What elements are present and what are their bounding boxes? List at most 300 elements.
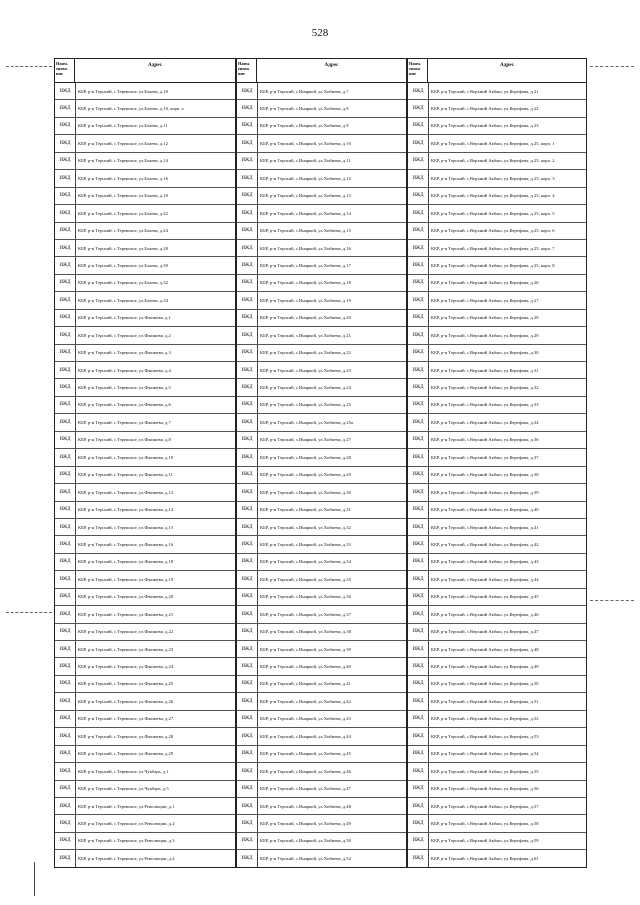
- table-row: [55, 519, 235, 536]
- cell-address: КБР, р-н Терский, с.Верхний Акбаш, ул.Керефова, д.25, корп. 5: [431, 210, 555, 216]
- cell-address: КБР, р-н Терский, с.Терекское, ул.Блаева, д.14: [78, 158, 168, 164]
- table-row: [237, 275, 406, 292]
- cell-type: ИЖД: [237, 240, 258, 256]
- header-type: Наим. енова ние: [237, 59, 257, 82]
- table-row: [55, 397, 235, 414]
- cell-address: КБР, р-н Терский, с.Инаркой, ул.Хибиева, д.18: [260, 280, 351, 286]
- table-row: [408, 781, 586, 798]
- cell-address: КБР, р-н Терский, с.Инаркой, ул.Хибиева, д.7: [260, 88, 349, 94]
- cell-type: ИЖД: [237, 118, 258, 134]
- table-row: [237, 502, 406, 519]
- cell-address: КБР, р-н Терский, с.Инаркой, ул.Хибиева, д.8: [260, 106, 349, 112]
- cell-address: КБР, р-н Терский, с.Терекское, ул.Блаева, д.32: [78, 280, 168, 286]
- table-row: [55, 118, 235, 135]
- cell-address: КБР, р-н Терский, с.Терекское, ул.Фашмева, д.20: [78, 594, 174, 600]
- cell-address: КБР, р-н Терский, с.Инаркой, ул.Хибиева, д.13: [260, 193, 351, 199]
- cell-type: ИЖД: [237, 502, 258, 518]
- table-row: [408, 606, 586, 623]
- table-row: [237, 118, 406, 135]
- cell-type: ИЖД: [237, 815, 258, 831]
- cell-type: ИЖД: [55, 118, 76, 134]
- cell-type: ИЖД: [237, 711, 258, 727]
- cell-address: КБР, р-н Терский, с.Терекское, ул.Блаева, д.12: [78, 140, 168, 146]
- table-row: [237, 432, 406, 449]
- cell-address: КБР, р-н Терский, с.Терекское, ул.Фашмева, д.10: [78, 454, 174, 460]
- table-rows: [237, 83, 406, 867]
- table-row: [55, 676, 235, 693]
- table-rows: [408, 83, 586, 867]
- cell-address: КБР, р-н Терский, с.Верхний Акбаш, ул.Керефова, д.39: [431, 489, 539, 495]
- table-row: [55, 554, 235, 571]
- table-row: [55, 571, 235, 588]
- cell-type: ИЖД: [408, 676, 429, 692]
- table-column-block-3: [407, 58, 587, 868]
- cell-address: КБР, р-н Терский, с.Терекское, ул.Фашмева, д.25: [78, 681, 174, 687]
- cell-address: КБР, р-н Терский, с.Верхний Акбаш, ул.Керефова, д.53: [431, 733, 539, 739]
- cell-type: ИЖД: [55, 815, 76, 831]
- table-row: [408, 728, 586, 745]
- cell-address: КБР, р-н Терский, с.Терекское, ул.Блаева, д.30: [78, 262, 168, 268]
- cell-address: КБР, р-н Терский, с.Инаркой, ул.Хибиева, д.48: [260, 803, 351, 809]
- cell-address: КБР, р-н Терский, с.Инаркой, ул.Хибиева, д.10: [260, 140, 351, 146]
- table-rows: [55, 83, 235, 867]
- table-row: [55, 100, 235, 117]
- table-row: [408, 536, 586, 553]
- cell-type: ИЖД: [408, 379, 429, 395]
- cell-address: КБР, р-н Терский, с.Терекское, ул.Фашмева, д.14: [78, 507, 174, 513]
- table-row: [237, 781, 406, 798]
- cell-address: КБР, р-н Терский, с.Верхний Акбаш, ул.Керефова, д.25, корп. 8: [431, 262, 555, 268]
- cell-type: ИЖД: [408, 153, 429, 169]
- table-row: [408, 502, 586, 519]
- cell-address: КБР, р-н Терский, с.Инаркой, ул.Хибиева, д.15: [260, 228, 351, 234]
- cell-address: КБР, р-н Терский, с.Верхний Акбаш, ул.Керефова, д.57: [431, 803, 539, 809]
- table-header: [55, 59, 235, 83]
- cell-address: КБР, р-н Терский, с.Терекское, ул.Фашмева, д.28: [78, 733, 174, 739]
- cell-address: КБР, р-н Терский, с.Верхний Акбаш, ул.Керефова, д.28: [431, 315, 539, 321]
- table-row: [408, 310, 586, 327]
- cell-type: ИЖД: [55, 205, 76, 221]
- cell-address: КБР, р-н Терский, с.Инаркой, ул.Хибиева, д.24: [260, 385, 351, 391]
- cell-type: ИЖД: [237, 170, 258, 186]
- table-row: [237, 676, 406, 693]
- cell-type: ИЖД: [55, 571, 76, 587]
- cell-type: ИЖД: [408, 658, 429, 674]
- margin-bar: [34, 862, 35, 896]
- table-row: [55, 606, 235, 623]
- cell-type: ИЖД: [237, 484, 258, 500]
- cell-type: ИЖД: [237, 589, 258, 605]
- cell-type: ИЖД: [237, 833, 258, 849]
- cell-type: ИЖД: [55, 257, 76, 273]
- cell-address: КБР, р-н Терский, с.Терекское, ул.Фашмева, д.24: [78, 664, 174, 670]
- cell-address: КБР, р-н Терский, с.Терекское, ул.Чукбарь, д.1: [78, 768, 169, 774]
- table-row: [237, 536, 406, 553]
- table-row: [237, 240, 406, 257]
- cell-address: КБР, р-н Терский, с.Терекское, ул.Фашмева, д.3: [78, 350, 171, 356]
- cell-type: ИЖД: [237, 83, 258, 99]
- cell-type: ИЖД: [408, 624, 429, 640]
- cell-address: КБР, р-н Терский, с.Терекское, ул.Блаева, д.24: [78, 228, 168, 234]
- header-address: Адрес: [324, 62, 339, 68]
- table-row: [55, 257, 235, 274]
- table-row: [237, 153, 406, 170]
- table-row: [55, 711, 235, 728]
- cell-type: ИЖД: [408, 763, 429, 779]
- cell-type: ИЖД: [55, 798, 76, 814]
- cell-type: ИЖД: [237, 362, 258, 378]
- table-row: [237, 693, 406, 710]
- cell-address: КБР, р-н Терский, с.Терекское, ул.Революции, д.1: [78, 803, 175, 809]
- cell-type: ИЖД: [237, 676, 258, 692]
- cell-address: КБР, р-н Терский, с.Верхний Акбаш, ул.Керефова, д.30: [431, 350, 539, 356]
- table-row: [237, 170, 406, 187]
- cell-type: ИЖД: [55, 728, 76, 744]
- cell-type: ИЖД: [408, 502, 429, 518]
- cell-type: ИЖД: [408, 850, 429, 866]
- cell-type: ИЖД: [408, 327, 429, 343]
- table-row: [408, 223, 586, 240]
- cell-address: КБР, р-н Терский, с.Верхний Акбаш, ул.Керефова, д.32: [431, 385, 539, 391]
- table-row: [408, 292, 586, 309]
- cell-address: КБР, р-н Терский, с.Верхний Акбаш, ул.Керефова, д.25, корп. 7: [431, 245, 555, 251]
- cell-address: КБР, р-н Терский, с.Инаркой, ул.Хибиева, д.39: [260, 646, 351, 652]
- table-row: [55, 379, 235, 396]
- table-row: [408, 414, 586, 431]
- table-row: [408, 554, 586, 571]
- table-row: [408, 170, 586, 187]
- cell-address: КБР, р-н Терский, с.Инаркой, ул.Хибиева, д.20: [260, 315, 351, 321]
- cell-address: КБР, р-н Терский, с.Инаркой, ул.Хибиева, д.44: [260, 733, 351, 739]
- cell-type: ИЖД: [55, 658, 76, 674]
- cell-type: ИЖД: [408, 467, 429, 483]
- cell-type: ИЖД: [237, 100, 258, 116]
- cell-address: КБР, р-н Терский, с.Инаркой, ул.Хибиева, д.45: [260, 751, 351, 757]
- cell-type: ИЖД: [408, 519, 429, 535]
- cell-address: КБР, р-н Терский, с.Инаркой, ул.Хибиева, д.17: [260, 262, 351, 268]
- cell-address: КБР, р-н Терский, с.Верхний Акбаш, ул.Керефова, д.55: [431, 768, 539, 774]
- cell-type: ИЖД: [55, 711, 76, 727]
- cell-address: КБР, р-н Терский, с.Терекское, ул.Фашмева, д.22: [78, 629, 174, 635]
- table-row: [408, 257, 586, 274]
- table-row: [55, 746, 235, 763]
- cell-type: ИЖД: [237, 536, 258, 552]
- cell-type: ИЖД: [408, 275, 429, 291]
- cell-address: КБР, р-н Терский, с.Верхний Акбаш, ул.Керефова, д.34: [431, 419, 539, 425]
- cell-address: КБР, р-н Терский, с.Верхний Акбаш, ул.Керефова, д.54: [431, 751, 539, 757]
- cell-type: ИЖД: [237, 257, 258, 273]
- cell-type: ИЖД: [408, 746, 429, 762]
- table-row: [237, 205, 406, 222]
- cell-type: ИЖД: [408, 571, 429, 587]
- cell-address: КБР, р-н Терский, с.Верхний Акбаш, ул.Керефова, д.25, корп. 4: [431, 193, 555, 199]
- cell-type: ИЖД: [55, 362, 76, 378]
- cell-address: КБР, р-н Терский, с.Терекское, ул.Фашмева, д.21: [78, 611, 174, 617]
- cell-type: ИЖД: [55, 833, 76, 849]
- cell-type: ИЖД: [408, 240, 429, 256]
- table-row: [237, 397, 406, 414]
- cell-address: КБР, р-н Терский, с.Верхний Акбаш, ул.Керефова, д.56: [431, 786, 539, 792]
- table-row: [408, 397, 586, 414]
- cell-type: ИЖД: [237, 223, 258, 239]
- cell-address: КБР, р-н Терский, с.Инаркой, ул.Хибиева, д.49: [260, 820, 351, 826]
- table-row: [408, 83, 586, 100]
- header-type: Наим. енова ние: [55, 59, 75, 82]
- cell-address: КБР, р-н Терский, с.Инаркой, ул.Хибиева, д.42: [260, 698, 351, 704]
- cell-address: КБР, р-н Терский, с.Верхний Акбаш, ул.Керефова, д.26: [431, 280, 539, 286]
- cell-address: КБР, р-н Терский, с.Верхний Акбаш, ул.Керефова, д.49: [431, 664, 539, 670]
- cell-type: ИЖД: [55, 275, 76, 291]
- table-row: [237, 310, 406, 327]
- cell-type: ИЖД: [408, 310, 429, 326]
- cell-type: ИЖД: [55, 589, 76, 605]
- cell-type: ИЖД: [237, 554, 258, 570]
- cell-address: КБР, р-н Терский, с.Инаркой, ул.Хибиева, д.46: [260, 768, 351, 774]
- table-row: [237, 519, 406, 536]
- table-row: [408, 658, 586, 675]
- table-row: [237, 327, 406, 344]
- cell-address: КБР, р-н Терский, с.Верхний Акбаш, ул.Керефова, д.40: [431, 507, 539, 513]
- cell-address: КБР, р-н Терский, с.Инаркой, ул.Хибиева, д.30: [260, 489, 351, 495]
- cell-address: КБР, р-н Терский, с.Инаркой, ул.Хибиева, д.25а: [260, 419, 353, 425]
- cell-address: КБР, р-н Терский, с.Инаркой, ул.Хибиева, д.22: [260, 350, 351, 356]
- cell-type: ИЖД: [237, 327, 258, 343]
- table-row: [237, 292, 406, 309]
- table-row: [237, 798, 406, 815]
- cell-type: ИЖД: [408, 484, 429, 500]
- cell-address: КБР, р-н Терский, с.Инаркой, ул.Хибиева, д.35: [260, 576, 351, 582]
- cell-address: КБР, р-н Терский, с.Верхний Акбаш, ул.Керефова, д.21: [431, 88, 539, 94]
- cell-type: ИЖД: [408, 397, 429, 413]
- cell-type: ИЖД: [55, 83, 76, 99]
- table-row: [237, 83, 406, 100]
- table-row: [55, 781, 235, 798]
- header-type: Наим. енова ние: [408, 59, 428, 82]
- cell-type: ИЖД: [237, 693, 258, 709]
- table-header: [408, 59, 586, 83]
- table-row: [408, 676, 586, 693]
- table-row: [55, 449, 235, 466]
- cell-address: КБР, р-н Терский, с.Инаркой, ул.Хибиева, д.43: [260, 716, 351, 722]
- cell-type: ИЖД: [55, 763, 76, 779]
- cell-type: ИЖД: [55, 432, 76, 448]
- cell-address: КБР, р-н Терский, с.Инаркой, ул.Хибиева, д.38: [260, 629, 351, 635]
- cell-type: ИЖД: [55, 693, 76, 709]
- cell-type: ИЖД: [237, 188, 258, 204]
- page-number: 528: [311, 27, 329, 39]
- left-cut-rule: [6, 612, 52, 613]
- table-row: [408, 100, 586, 117]
- cell-address: КБР, р-н Терский, с.Инаркой, ул.Хибиева, д.32: [260, 524, 351, 530]
- cell-type: ИЖД: [237, 763, 258, 779]
- table-row: [237, 711, 406, 728]
- table-row: [408, 711, 586, 728]
- table-row: [55, 641, 235, 658]
- cell-type: ИЖД: [237, 850, 258, 866]
- table-row: [55, 205, 235, 222]
- table-row: [55, 135, 235, 152]
- cell-address: КБР, р-н Терский, с.Верхний Акбаш, ул.Керефова, д.44: [431, 576, 539, 582]
- cell-type: ИЖД: [237, 606, 258, 622]
- table-row: [55, 658, 235, 675]
- table-row: [55, 728, 235, 745]
- cell-type: ИЖД: [237, 624, 258, 640]
- cell-address: КБР, р-н Терский, с.Верхний Акбаш, ул.Керефова, д.31: [431, 367, 539, 373]
- cell-type: ИЖД: [408, 711, 429, 727]
- table-row: [408, 379, 586, 396]
- cell-address: КБР, р-н Терский, с.Верхний Акбаш, ул.Керефова, д.59: [431, 838, 539, 844]
- table-row: [408, 362, 586, 379]
- cell-type: ИЖД: [55, 240, 76, 256]
- cell-type: ИЖД: [408, 83, 429, 99]
- cell-address: КБР, р-н Терский, с.Терекское, ул.Чукбарь, д.5: [78, 786, 169, 792]
- cell-address: КБР, р-н Терский, с.Верхний Акбаш, ул.Керефова, д.25, корп. 6: [431, 228, 555, 234]
- table-row: [55, 432, 235, 449]
- cell-address: КБР, р-н Терский, с.Инаркой, ул.Хибиева, д.34: [260, 559, 351, 565]
- table-row: [408, 449, 586, 466]
- cell-type: ИЖД: [55, 502, 76, 518]
- cell-type: ИЖД: [408, 606, 429, 622]
- cell-address: КБР, р-н Терский, с.Инаркой, ул.Хибиева, д.37: [260, 611, 351, 617]
- cell-address: КБР, р-н Терский, с.Терекское, ул.Фашмева, д.7: [78, 419, 171, 425]
- table-row: [408, 484, 586, 501]
- table-header: [237, 59, 406, 83]
- header-address: Адрес: [500, 62, 514, 68]
- cell-type: ИЖД: [55, 850, 76, 866]
- table-row: [55, 850, 235, 866]
- table-row: [237, 223, 406, 240]
- table-row: [55, 153, 235, 170]
- table-row: [55, 763, 235, 780]
- cell-type: ИЖД: [237, 205, 258, 221]
- header-address: Адрес: [148, 62, 162, 68]
- cell-address: КБР, р-н Терский, с.Терекское, ул.Фашмева, д.11: [78, 472, 173, 478]
- cell-address: КБР, р-н Терский, с.Инаркой, ул.Хибиева, д.21: [260, 332, 351, 338]
- cell-address: КБР, р-н Терский, с.Инаркой, ул.Хибиева, д.31: [260, 507, 351, 513]
- table-row: [237, 467, 406, 484]
- cell-address: КБР, р-н Терский, с.Терекское, ул.Революции, д.3: [78, 838, 175, 844]
- cell-address: КБР, р-н Терский, с.Терекское, ул.Фашмева, д.26: [78, 698, 174, 704]
- table-column-block-2: [236, 58, 407, 868]
- cell-address: КБР, р-н Терский, с.Терекское, ул.Фашмева, д.29: [78, 751, 174, 757]
- cell-address: КБР, р-н Терский, с.Верхний Акбаш, ул.Керефова, д.51: [431, 698, 539, 704]
- cell-address: КБР, р-н Терский, с.Терекское, ул.Блаева, д.10, корп. а: [78, 106, 184, 112]
- cell-address: КБР, р-н Терский, с.Инаркой, ул.Хибиева, д.9: [260, 123, 349, 129]
- cell-type: ИЖД: [237, 135, 258, 151]
- cell-type: ИЖД: [237, 728, 258, 744]
- cell-address: КБР, р-н Терский, с.Терекское, ул.Фашмева, д.5: [78, 385, 171, 391]
- table-row: [408, 153, 586, 170]
- cell-type: ИЖД: [237, 275, 258, 291]
- cell-address: КБР, р-н Терский, с.Верхний Акбаш, ул.Керефова, д.43: [431, 559, 539, 565]
- cell-type: ИЖД: [408, 118, 429, 134]
- cell-address: КБР, р-н Терский, с.Терекское, ул.Блаева, д.34: [78, 297, 168, 303]
- table-row: [55, 362, 235, 379]
- table-row: [408, 850, 586, 866]
- cell-type: ИЖД: [237, 379, 258, 395]
- table-row: [408, 345, 586, 362]
- cell-address: КБР, р-н Терский, с.Терекское, ул.Революции, д.2: [78, 820, 175, 826]
- table-row: [408, 624, 586, 641]
- cell-address: КБР, р-н Терский, с.Инаркой, ул.Хибиева, д.50: [260, 838, 351, 844]
- cell-address: КБР, р-н Терский, с.Инаркой, ул.Хибиева, д.19: [260, 297, 351, 303]
- cell-address: КБР, р-н Терский, с.Терекское, ул.Фашмева, д.6: [78, 402, 171, 408]
- cell-address: КБР, р-н Терский, с.Верхний Акбаш, ул.Керефова, д.52: [431, 716, 539, 722]
- cell-address: КБР, р-н Терский, с.Верхний Акбаш, ул.Керефова, д.25, корп. 3: [431, 175, 555, 181]
- cell-type: ИЖД: [408, 728, 429, 744]
- table-row: [408, 275, 586, 292]
- cell-type: ИЖД: [408, 554, 429, 570]
- table-row: [408, 135, 586, 152]
- table-row: [237, 641, 406, 658]
- table-row: [55, 310, 235, 327]
- cell-address: КБР, р-н Терский, с.Инаркой, ул.Хибиева, д.14: [260, 210, 351, 216]
- cell-type: ИЖД: [55, 135, 76, 151]
- table-row: [55, 292, 235, 309]
- cell-type: ИЖД: [237, 397, 258, 413]
- cell-address: КБР, р-н Терский, с.Терекское, ул.Фашмева, д.23: [78, 646, 174, 652]
- table-row: [408, 641, 586, 658]
- cell-type: ИЖД: [237, 798, 258, 814]
- cell-type: ИЖД: [237, 519, 258, 535]
- cell-type: ИЖД: [237, 345, 258, 361]
- table-row: [408, 240, 586, 257]
- cell-type: ИЖД: [408, 641, 429, 657]
- cell-type: ИЖД: [408, 223, 429, 239]
- cell-type: ИЖД: [408, 345, 429, 361]
- cell-type: ИЖД: [237, 746, 258, 762]
- table-row: [237, 606, 406, 623]
- cell-type: ИЖД: [55, 153, 76, 169]
- table-row: [408, 519, 586, 536]
- cell-address: КБР, р-н Терский, с.Верхний Акбаш, ул.Керефова, д.22: [431, 106, 539, 112]
- table-row: [237, 188, 406, 205]
- cell-type: ИЖД: [55, 310, 76, 326]
- table-row: [237, 589, 406, 606]
- table-row: [237, 763, 406, 780]
- cell-address: КБР, р-н Терский, с.Инаркой, ул.Хибиева, д.29: [260, 472, 351, 478]
- cell-address: КБР, р-н Терский, с.Инаркой, ул.Хибиева, д.33: [260, 541, 351, 547]
- cell-type: ИЖД: [237, 658, 258, 674]
- cell-type: ИЖД: [55, 554, 76, 570]
- cell-type: ИЖД: [55, 345, 76, 361]
- cell-address: КБР, р-н Терский, с.Инаркой, ул.Хибиева, д.47: [260, 786, 351, 792]
- table-row: [55, 467, 235, 484]
- table-row: [408, 205, 586, 222]
- cell-type: ИЖД: [55, 188, 76, 204]
- table-row: [237, 362, 406, 379]
- table-column-block-1: [54, 58, 236, 868]
- table-row: [237, 135, 406, 152]
- cell-type: ИЖД: [55, 519, 76, 535]
- table-row: [237, 379, 406, 396]
- cell-type: ИЖД: [55, 100, 76, 116]
- cell-address: КБР, р-н Терский, с.Верхний Акбаш, ул.Керефова, д.46: [431, 611, 539, 617]
- cell-address: КБР, р-н Терский, с.Инаркой, ул.Хибиева, д.27: [260, 437, 351, 443]
- table-row: [408, 815, 586, 832]
- cell-address: КБР, р-н Терский, с.Инаркой, ул.Хибиева, д.11: [260, 158, 351, 164]
- cell-type: ИЖД: [237, 153, 258, 169]
- table-row: [55, 815, 235, 832]
- cell-address: КБР, р-н Терский, с.Терекское, ул.Фашмева, д.12: [78, 489, 174, 495]
- right-margin-rule: [590, 66, 634, 67]
- cell-address: КБР, р-н Терский, с.Верхний Акбаш, ул.Керефова, д.50: [431, 681, 539, 687]
- cell-type: ИЖД: [55, 170, 76, 186]
- cell-type: ИЖД: [408, 205, 429, 221]
- table-row: [408, 589, 586, 606]
- cell-type: ИЖД: [237, 449, 258, 465]
- cell-address: КБР, р-н Терский, с.Верхний Акбаш, ул.Керефова, д.33: [431, 402, 539, 408]
